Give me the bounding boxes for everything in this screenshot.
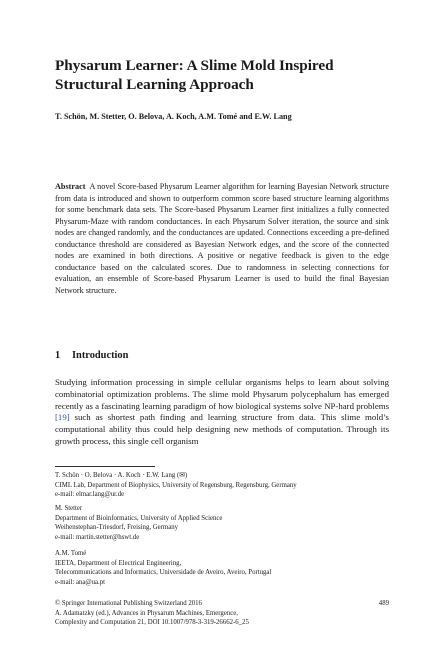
abstract-label: Abstract — [55, 182, 86, 191]
affiliation-footnote-1 — [55, 471, 389, 500]
affiliation-footnote-2 — [55, 504, 389, 542]
footnote-divider — [55, 466, 155, 467]
footnote-line: Department of Bioinformatics, University of Applied Science — [55, 514, 223, 522]
author-list: T. Schön, M. Stetter, O. Belova, A. Koch, A.M. Tomé and E.W. Lang — [55, 112, 292, 121]
affiliation-footnote-3 — [55, 549, 389, 587]
doi-line: Complexity and Computation 21, DOI 10.1007/978-3-319-26662-6_25 — [55, 619, 249, 626]
footnote-line: CIML Lab, Department of Biophysics, University of Regensburg, Regensburg, Germany — [55, 481, 297, 489]
footnote-line: Weihenstephan-Triesdorf, Freising, Germany — [55, 524, 179, 531]
footnote-email[interactable]: e-mail: elmar.lang@ur.de — [55, 491, 125, 498]
page-number: 489 — [378, 600, 389, 607]
footnote-line: A.M. Tomé — [55, 550, 87, 557]
section-heading — [55, 349, 389, 362]
footnote-email[interactable]: e-mail: martin.stetter@hswt.de — [55, 533, 140, 541]
footnote-line: IEETA, Department of Electrical Engineering, — [55, 559, 182, 567]
body-text-part1: Studying information processing in simple cellular organisms helps to learn about solving combinatorial optimization problems. The slime mold Physarum polycephalum has emerged recently as a fascinating learning paradigm of how biological systems solve NP-hard problems — [55, 377, 389, 411]
citation-link[interactable]: [19] — [55, 412, 70, 423]
section-title: Introduction — [72, 350, 129, 361]
section-number: 1 — [55, 350, 61, 361]
body-text-part2: such as shortest path finding and learning structure from data. This slime mold’s computational ability thus could help designing new methods of computation. Through its growth process, this single cell organism — [55, 412, 389, 446]
copyright-block — [55, 599, 389, 628]
body-paragraph — [55, 377, 389, 448]
citation-line: A. Adamatzky (ed.), Advances in Physarum Machines, Emergence, — [55, 609, 238, 617]
footnote-line: M. Stetter — [55, 505, 83, 512]
abstract-text: A novel Score-based Physarum Learner algorithm for learning Bayesian Network structure from data is introduced and shown to outperform common score based structure learning algorithms for some benchmark data sets. The Score-based Physarum Learner first initializes a fully connected Physarum-Maze with random conductances. In each Physarum Solver iteration, the source and sink nodes are changed randomly, and the conductances are updated. Connections exceeding a pre-defined conductance threshold are considered as Bayesian Network edges, and the score of the connected nodes are examined in both directions. A positive or negative feedback is given to the edge conductance based on the calculated scores. Due to randomness in selecting connections for evaluation, an ensemble of Score-based Physarum Learner is used to build the final Bayesian Network structure. — [55, 182, 389, 295]
copyright-line: © Springer International Publishing Switzerland 2016 — [55, 600, 202, 607]
footnote-line: Telecommunications and Informatics, Universidade de Aveiro, Aveiro, Portugal — [55, 569, 272, 576]
footnote-email[interactable]: e-mail: ana@ua.pt — [55, 578, 106, 586]
paper-title: Physarum Learner: A Slime Mold Inspired Structural Learning Approach — [55, 57, 334, 93]
footnote-line: T. Schön · O. Belova · A. Koch · E.W. Lang (✉) — [55, 472, 188, 479]
abstract — [55, 181, 389, 296]
